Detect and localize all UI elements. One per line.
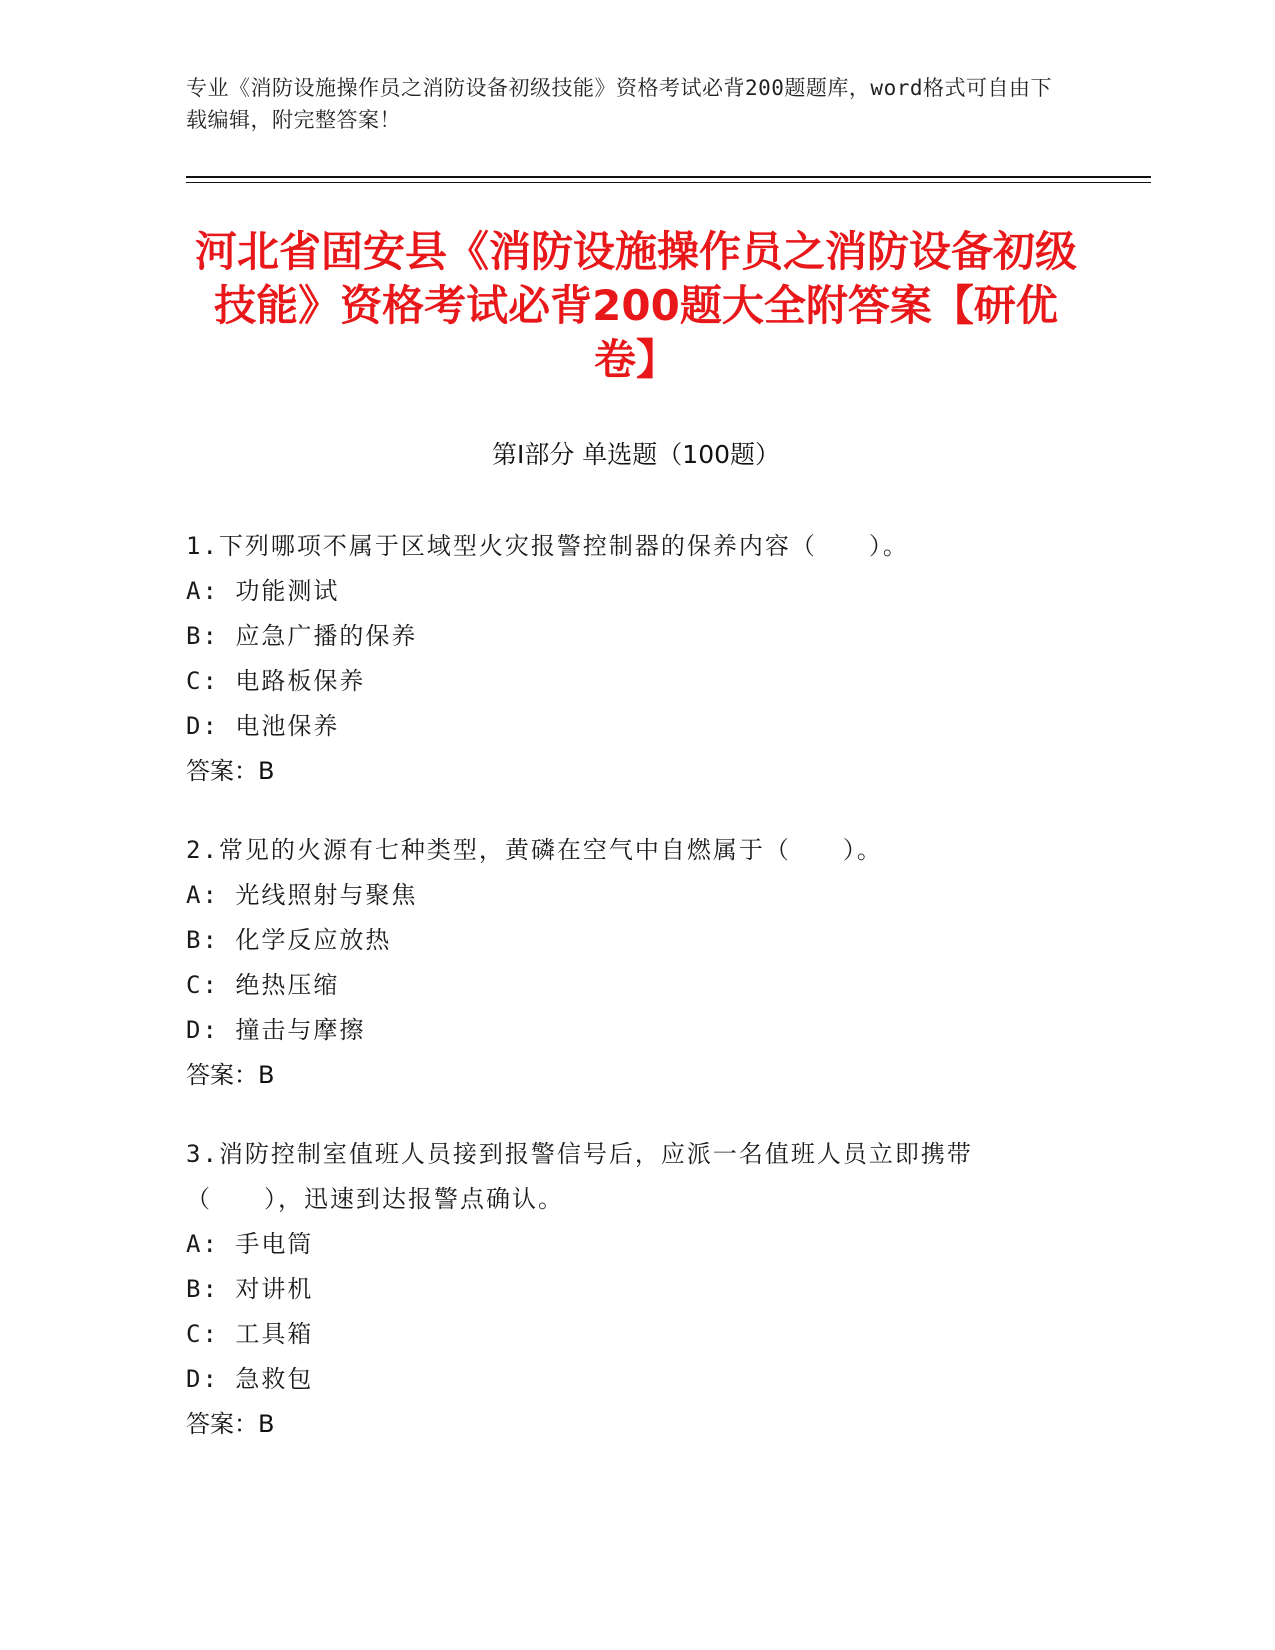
question-list xyxy=(186,524,1066,1481)
option-d: D: 急救包 xyxy=(186,1365,314,1393)
option-b: B: 化学反应放热 xyxy=(186,926,392,954)
question-3 xyxy=(186,1132,1066,1447)
question-stem: 1.下列哪项不属于区域型火灾报警控制器的保养内容（ ）。 xyxy=(186,532,909,560)
option-a: A: 手电筒 xyxy=(186,1230,314,1258)
answer: 答案：B xyxy=(186,1061,275,1089)
header-note: 专业《消防设施操作员之消防设备初级技能》资格考试必背200题题库，word格式可自由下载编辑，附完整答案！ xyxy=(186,76,1052,132)
option-a: A: 光线照射与聚焦 xyxy=(186,881,418,909)
option-c: C: 工具箱 xyxy=(186,1320,314,1348)
option-d: D: 撞击与摩擦 xyxy=(186,1016,366,1044)
option-b: B: 对讲机 xyxy=(186,1275,314,1303)
question-2 xyxy=(186,828,1066,1098)
option-c: C: 绝热压缩 xyxy=(186,971,340,999)
answer: 答案：B xyxy=(186,757,275,785)
question-1 xyxy=(186,524,1066,794)
section-title: 第Ⅰ部分 单选题（100题） xyxy=(491,440,781,469)
option-a: A: 功能测试 xyxy=(186,577,340,605)
answer: 答案：B xyxy=(186,1410,275,1438)
option-c: C: 电路板保养 xyxy=(186,667,366,695)
question-stem: 2.常见的火源有七种类型，黄磷在空气中自燃属于（ ）。 xyxy=(186,836,883,864)
question-stem: 3.消防控制室值班人员接到报警信号后，应派一名值班人员立即携带（ ），迅速到达报警点确认。 xyxy=(186,1140,973,1213)
option-d: D: 电池保养 xyxy=(186,712,340,740)
header-divider-thin xyxy=(186,182,1151,183)
header-divider-thick xyxy=(186,176,1151,178)
document-title: 河北省固安县《消防设施操作员之消防设备初级技能》资格考试必背200题大全附答案【研优卷】 xyxy=(194,227,1077,384)
option-b: B: 应急广播的保养 xyxy=(186,622,418,650)
